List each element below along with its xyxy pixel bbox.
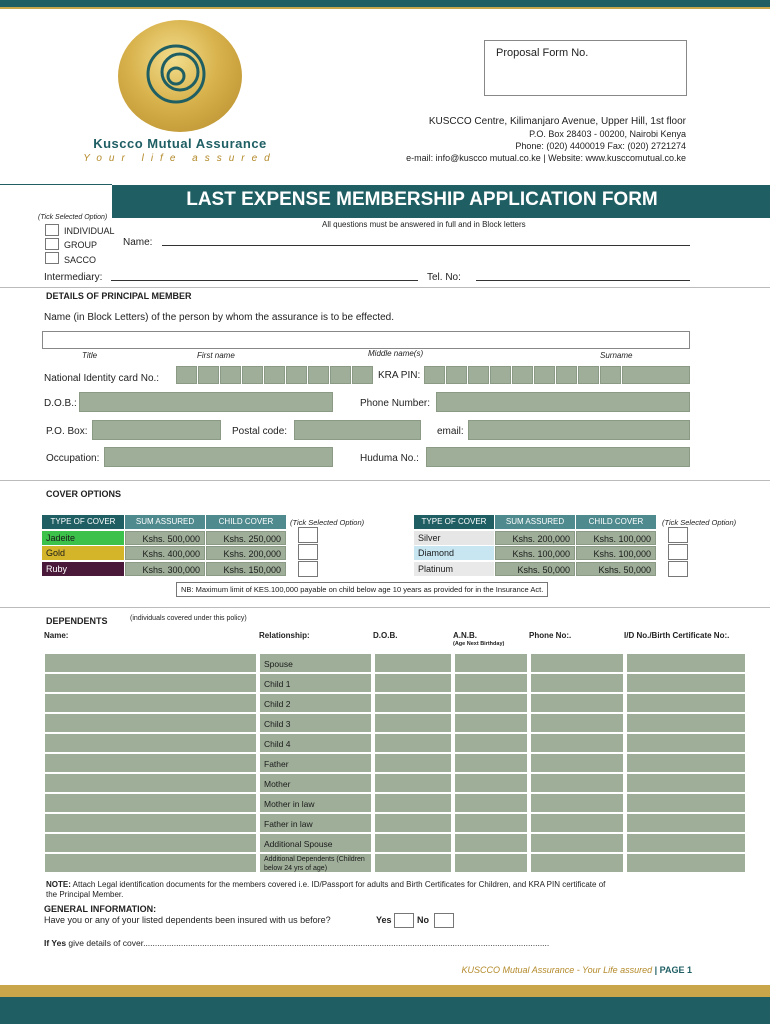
dependent-anb-input[interactable]: [454, 713, 528, 733]
dependent-dob-input[interactable]: [374, 673, 452, 693]
cover-header-child-right: CHILD COVER: [576, 515, 656, 529]
dependent-phone-input[interactable]: [530, 653, 624, 673]
address-line-1: KUSCCO Centre, Kilimanjaro Avenue, Upper Hill, 1st floor: [428, 116, 686, 127]
dep-header-anb: A.N.B.: [453, 631, 477, 640]
dependent-relationship: Mother: [259, 773, 372, 793]
title-rule: [0, 184, 112, 185]
name-part-middle: Middle name(s): [368, 349, 424, 358]
phone-label: Phone Number:: [360, 398, 431, 409]
cover-type-silver: Silver: [414, 531, 494, 545]
dependent-dob-input[interactable]: [374, 753, 452, 773]
email-label: email:: [437, 426, 464, 437]
sacco-checkbox[interactable]: [45, 252, 59, 264]
dependent-name-input[interactable]: [44, 793, 257, 813]
sacco-label: SACCO: [64, 255, 97, 265]
phone-input[interactable]: [436, 392, 690, 412]
cover-header-child-left: CHILD COVER: [206, 515, 286, 529]
tel-line[interactable]: [476, 280, 690, 281]
name-part-first: First name: [197, 351, 235, 360]
kra-digit-box[interactable]: [490, 366, 511, 384]
yes-checkbox[interactable]: [394, 913, 414, 928]
tick-note: (Tick Selected Option): [38, 214, 108, 221]
occupation-label: Occupation:: [46, 453, 100, 464]
postal-code-label: Postal code:: [232, 426, 288, 437]
general-question: Have you or any of your listed dependents been insured with us before?: [44, 915, 331, 925]
footer-separator: |: [652, 965, 660, 975]
intermediary-line[interactable]: [111, 280, 418, 281]
pobox-input[interactable]: [92, 420, 221, 440]
dependent-phone-input[interactable]: [530, 753, 624, 773]
dependent-name-input[interactable]: [44, 853, 257, 873]
footer-brand: KUSCCO Mutual Assurance - Your Life assured: [461, 965, 653, 975]
id-card-label: National Identity card No.:: [44, 373, 160, 384]
dependent-dob-input[interactable]: [374, 733, 452, 753]
dependent-phone-input[interactable]: [530, 833, 624, 853]
kra-digit-box[interactable]: [600, 366, 621, 384]
address-line-4: e-mail: info@kuscco mutual.co.ke | Website: www.kusccomutual.co.ke: [406, 153, 686, 163]
dep-header-anb-sub: (Age Next Birthday): [453, 641, 505, 647]
dob-label: D.O.B.:: [44, 398, 77, 409]
dependent-phone-input[interactable]: [530, 733, 624, 753]
cover-child-ruby: Kshs. 150,000: [206, 562, 286, 576]
top-color-bar: [0, 0, 770, 7]
cover-tick-note-left: (Tick Selected Option): [290, 518, 365, 527]
dependent-anb-input[interactable]: [454, 733, 528, 753]
cover-child-jadeite: Kshs. 250,000: [206, 531, 286, 545]
id-digit-box[interactable]: [352, 366, 373, 384]
huduma-input[interactable]: [426, 447, 690, 467]
cover-sum-silver: Kshs. 200,000: [495, 531, 575, 545]
dependent-name-input[interactable]: [44, 753, 257, 773]
footer-text: [462, 965, 692, 975]
id-digit-box[interactable]: [176, 366, 197, 384]
dependent-phone-input[interactable]: [530, 713, 624, 733]
principal-full-name-input[interactable]: [42, 331, 690, 349]
cover-child-platinum: Kshs. 50,000: [576, 562, 656, 576]
logo-emblem: [118, 20, 242, 132]
kra-digit-box[interactable]: [578, 366, 599, 384]
ruby-checkbox[interactable]: [298, 561, 318, 577]
dependent-relationship: Father in law: [259, 813, 372, 833]
section-divider: [0, 480, 770, 481]
cover-header-sum-right: SUM ASSURED: [495, 515, 575, 529]
section-divider: [0, 287, 770, 288]
dependent-relationship: Child 1: [259, 673, 372, 693]
dependent-id-input[interactable]: [626, 853, 746, 873]
principal-name-instruction: Name (in Block Letters) of the person by whom the assurance is to be effected.: [44, 312, 394, 323]
dependent-phone-input[interactable]: [530, 853, 624, 873]
dependent-phone-input[interactable]: [530, 673, 624, 693]
dependent-dob-input[interactable]: [374, 813, 452, 833]
name-label: Name:: [123, 237, 153, 248]
dependents-section-title: DEPENDENTS: [46, 616, 108, 626]
name-part-surname: Surname: [600, 351, 633, 360]
dependent-dob-input[interactable]: [374, 693, 452, 713]
top-gold-line: [0, 7, 770, 9]
name-line[interactable]: [162, 245, 690, 246]
if-yes-text: give details of cover............................................................................................................................................................................: [66, 938, 550, 948]
cover-child-diamond: Kshs. 100,000: [576, 546, 656, 560]
cover-header-sum-left: SUM ASSURED: [125, 515, 205, 529]
dependent-id-input[interactable]: [626, 753, 746, 773]
dependent-dob-input[interactable]: [374, 713, 452, 733]
kra-digit-box[interactable]: [556, 366, 577, 384]
dependent-dob-input[interactable]: [374, 853, 452, 873]
proposal-number-label: Proposal Form No.: [496, 47, 589, 59]
kra-digit-box[interactable]: [512, 366, 533, 384]
id-digit-box[interactable]: [220, 366, 241, 384]
dependent-name-input[interactable]: [44, 773, 257, 793]
dependent-id-input[interactable]: [626, 733, 746, 753]
cover-nb-note: NB: Maximum limit of KES.100,000 payable on child below age 10 years as provided for in the Insurance Act.: [176, 582, 548, 597]
dependent-name-input[interactable]: [44, 693, 257, 713]
kra-digit-box[interactable]: [622, 366, 690, 384]
dependent-anb-input[interactable]: [454, 833, 528, 853]
footer-color-band: [0, 997, 770, 1024]
dependent-name-input[interactable]: [44, 713, 257, 733]
brand-tagline: Your life assured: [83, 153, 277, 164]
cover-sum-ruby: Kshs. 300,000: [125, 562, 205, 576]
cover-tick-note-right: (Tick Selected Option): [662, 518, 737, 527]
cover-header-type-right: TYPE OF COVER: [414, 515, 494, 529]
logo-spiral-icon: [118, 20, 242, 132]
email-input[interactable]: [468, 420, 690, 440]
page-number: PAGE 1: [659, 965, 692, 975]
id-digit-box[interactable]: [264, 366, 285, 384]
dependent-dob-input[interactable]: [374, 833, 452, 853]
note-label: NOTE:: [46, 880, 71, 889]
section-divider: [0, 607, 770, 608]
id-digit-box[interactable]: [242, 366, 263, 384]
dependent-anb-input[interactable]: [454, 673, 528, 693]
dependent-anb-input[interactable]: [454, 853, 528, 873]
yes-label: Yes: [376, 915, 392, 925]
dependent-anb-input[interactable]: [454, 753, 528, 773]
dependent-relationship: Father: [259, 753, 372, 773]
pobox-label: P.O. Box:: [46, 426, 88, 437]
jadeite-checkbox[interactable]: [298, 527, 318, 543]
no-checkbox[interactable]: [434, 913, 454, 928]
id-digit-box[interactable]: [198, 366, 219, 384]
silver-checkbox[interactable]: [668, 527, 688, 543]
occupation-input[interactable]: [104, 447, 333, 467]
gold-checkbox[interactable]: [298, 544, 318, 560]
dep-header-dob: D.O.B.: [373, 631, 398, 640]
dependent-id-input[interactable]: [626, 653, 746, 673]
dependent-relationship: Mother in law: [259, 793, 372, 813]
note-line-1: [46, 880, 605, 889]
kra-digit-box[interactable]: [468, 366, 489, 384]
kra-pin-label: KRA PIN:: [378, 370, 421, 381]
dependent-phone-input[interactable]: [530, 813, 624, 833]
postal-code-input[interactable]: [294, 420, 421, 440]
dependent-id-input[interactable]: [626, 673, 746, 693]
cover-sum-platinum: Kshs. 50,000: [495, 562, 575, 576]
dependent-relationship: Spouse: [259, 653, 372, 673]
address-line-3: Phone: (020) 4400019 Fax: (020) 2721274: [515, 141, 686, 151]
dependent-phone-input[interactable]: [530, 693, 624, 713]
platinum-checkbox[interactable]: [668, 561, 688, 577]
id-digit-box[interactable]: [286, 366, 307, 384]
address-line-2: P.O. Box 28403 - 00200, Nairobi Kenya: [529, 129, 686, 139]
dependents-table: [44, 653, 746, 877]
dependent-name-input[interactable]: [44, 653, 257, 673]
dependent-relationship: Additional Dependents (Children below 24 yrs of age): [259, 853, 372, 873]
cover-type-diamond: Diamond: [414, 546, 494, 560]
diamond-checkbox[interactable]: [668, 544, 688, 560]
id-digit-box[interactable]: [330, 366, 351, 384]
dependent-anb-input[interactable]: [454, 813, 528, 833]
dependent-relationship: Additional Spouse: [259, 833, 372, 853]
no-label: No: [417, 915, 429, 925]
cover-type-jadeite: Jadeite: [42, 531, 124, 545]
group-checkbox[interactable]: [45, 238, 59, 250]
cover-header-type-left: TYPE OF COVER: [42, 515, 124, 529]
form-title: LAST EXPENSE MEMBERSHIP APPLICATION FORM: [186, 189, 658, 210]
cover-sum-gold: Kshs. 400,000: [125, 546, 205, 560]
dependent-name-input[interactable]: [44, 673, 257, 693]
tel-label: Tel. No:: [427, 272, 461, 283]
if-yes-label: If Yes: [44, 938, 67, 948]
kra-digit-box[interactable]: [446, 366, 467, 384]
individual-checkbox[interactable]: [45, 224, 59, 236]
cover-sum-jadeite: Kshs. 500,000: [125, 531, 205, 545]
brand-name: Kuscco Mutual Assurance: [93, 136, 267, 151]
dependent-id-input[interactable]: [626, 693, 746, 713]
cover-child-silver: Kshs. 100,000: [576, 531, 656, 545]
dep-header-id: I/D No./Birth Certificate No:.: [624, 631, 730, 640]
cover-section-title: COVER OPTIONS: [46, 489, 122, 499]
name-part-title: Title: [82, 351, 98, 360]
dependent-dob-input[interactable]: [374, 653, 452, 673]
dependent-id-input[interactable]: [626, 793, 746, 813]
dob-input[interactable]: [79, 392, 333, 412]
id-digit-box[interactable]: [308, 366, 329, 384]
cover-type-gold: Gold: [42, 546, 124, 560]
dependents-note: (individuals covered under this policy): [130, 615, 247, 622]
dep-header-relationship: Relationship:: [259, 631, 310, 640]
intermediary-label: Intermediary:: [44, 272, 103, 283]
dependent-dob-input[interactable]: [374, 793, 452, 813]
dependent-id-input[interactable]: [626, 833, 746, 853]
dependent-anb-input[interactable]: [454, 773, 528, 793]
dependent-anb-input[interactable]: [454, 793, 528, 813]
note-line-2: the Principal Member.: [46, 890, 124, 899]
footer-gold-band: [0, 985, 770, 997]
dependent-name-input[interactable]: [44, 813, 257, 833]
individual-label: INDIVIDUAL: [64, 226, 115, 236]
cover-child-gold: Kshs. 200,000: [206, 546, 286, 560]
kra-digit-box[interactable]: [534, 366, 555, 384]
dependent-relationship: Child 3: [259, 713, 372, 733]
cover-type-ruby: Ruby: [42, 562, 124, 576]
dep-header-phone: Phone No:.: [529, 631, 572, 640]
dependent-id-input[interactable]: [626, 813, 746, 833]
dependent-relationship: Child 4: [259, 733, 372, 753]
dependent-anb-input[interactable]: [454, 653, 528, 673]
huduma-label: Huduma No.:: [360, 453, 419, 464]
dependent-id-input[interactable]: [626, 713, 746, 733]
dependent-name-input[interactable]: [44, 833, 257, 853]
general-info-title: GENERAL INFORMATION:: [44, 904, 157, 914]
dependent-name-input[interactable]: [44, 733, 257, 753]
cover-details-line[interactable]: [44, 938, 732, 948]
dep-header-name: Name:: [44, 631, 69, 640]
group-label: GROUP: [64, 240, 98, 250]
dependent-dob-input[interactable]: [374, 773, 452, 793]
note-text: Attach Legal identification documents for the members covered i.e. ID/Passport for adults and Birth Certificates for Children, and KRA PIN certificate of: [70, 880, 606, 889]
principal-section-title: DETAILS OF PRINCIPAL MEMBER: [46, 291, 192, 301]
cover-type-platinum: Platinum: [414, 562, 494, 576]
dependent-phone-input[interactable]: [530, 773, 624, 793]
dependent-id-input[interactable]: [626, 773, 746, 793]
dependent-phone-input[interactable]: [530, 793, 624, 813]
form-instructions: All questions must be answered in full and in Block letters: [322, 220, 526, 229]
dependent-anb-input[interactable]: [454, 693, 528, 713]
cover-sum-diamond: Kshs. 100,000: [495, 546, 575, 560]
dependent-relationship: Child 2: [259, 693, 372, 713]
kra-digit-box[interactable]: [424, 366, 445, 384]
